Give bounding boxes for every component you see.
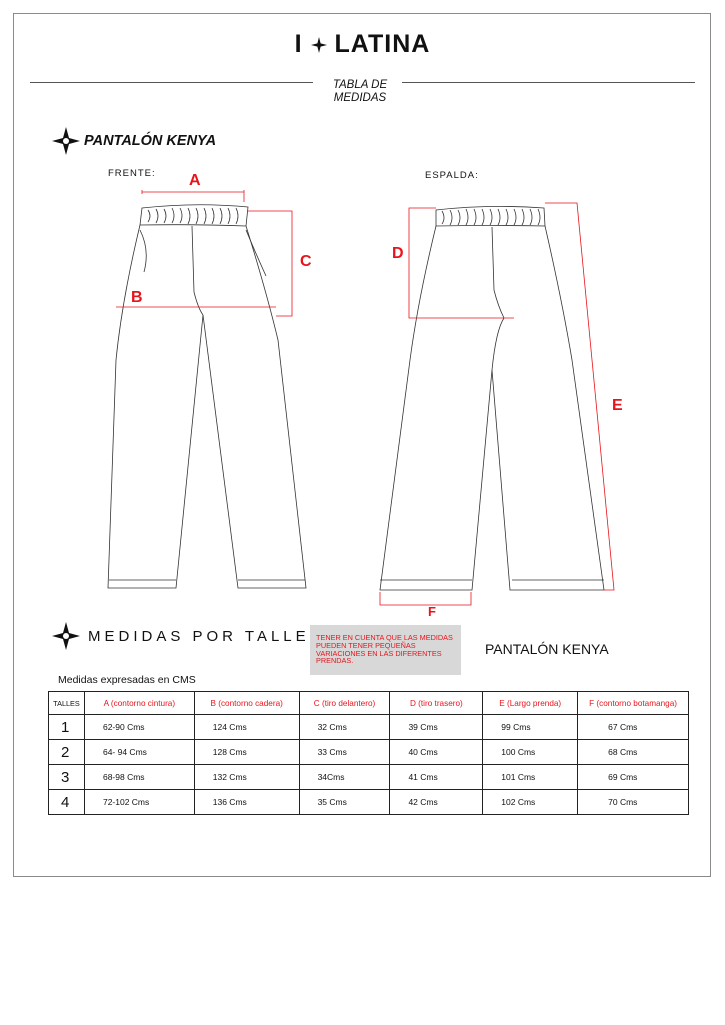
table-cell: 40 Cms [390, 740, 483, 765]
units-caption: Medidas expresadas en CMS [58, 674, 196, 686]
measurement-lines [116, 190, 614, 605]
table-cell: 39 Cms [390, 715, 483, 740]
back-view-drawing [380, 206, 604, 590]
table-cell: 42 Cms [390, 790, 483, 815]
table-cell: 102 Cms [483, 790, 578, 815]
measure-letter-e: E [612, 397, 623, 414]
table-cell: 68 Cms [578, 740, 689, 765]
header-a: A (contorno cintura) [84, 692, 194, 715]
product-name-right: PANTALÓN KENYA [485, 641, 609, 657]
measure-letter-c: C [300, 253, 312, 270]
table-cell: 67 Cms [578, 715, 689, 740]
table-row [49, 790, 689, 815]
table-cell: 62-90 Cms [84, 715, 194, 740]
table-cell: 32 Cms [299, 715, 390, 740]
front-view-drawing [108, 205, 306, 588]
table-cell: 136 Cms [194, 790, 299, 815]
size-number: 1 [49, 715, 85, 740]
header-f: F (contorno botamanga) [578, 692, 689, 715]
table-row [49, 740, 689, 765]
header-b: B (contorno cadera) [194, 692, 299, 715]
subtitle-line-1: TABLA DE [332, 79, 388, 91]
sizes-section-title: MEDIDAS POR TALLE [88, 628, 310, 645]
header-c: C (tiro delantero) [299, 692, 390, 715]
variation-note-box [310, 625, 461, 675]
measure-letter-f: F [428, 604, 436, 619]
table-cell: 68-98 Cms [84, 765, 194, 790]
table-cell: 41 Cms [390, 765, 483, 790]
front-view-label: FRENTE: [108, 168, 156, 179]
header-talles: TALLES [49, 692, 85, 715]
diamond-star-icon [52, 622, 80, 655]
product-title: PANTALÓN KENYA [84, 133, 217, 149]
table-cell: 128 Cms [194, 740, 299, 765]
back-view-label: ESPALDA: [425, 170, 479, 181]
table-cell: 100 Cms [483, 740, 578, 765]
table-cell: 34Cms [299, 765, 390, 790]
brand-right: LATINA [334, 30, 431, 58]
table-cell: 99 Cms [483, 715, 578, 740]
header-e: E (Largo prenda) [483, 692, 578, 715]
measure-letter-b: B [131, 289, 143, 306]
table-row [49, 765, 689, 790]
table-header-row [49, 692, 689, 715]
size-number: 3 [49, 765, 85, 790]
table-cell: 124 Cms [194, 715, 299, 740]
table-cell: 69 Cms [578, 765, 689, 790]
table-cell: 72-102 Cms [84, 790, 194, 815]
size-number: 4 [49, 790, 85, 815]
header-d: D (tiro trasero) [390, 692, 483, 715]
table-cell: 70 Cms [578, 790, 689, 815]
table-cell: 35 Cms [299, 790, 390, 815]
measure-letter-d: D [392, 245, 404, 262]
size-number: 2 [49, 740, 85, 765]
table-cell: 64- 94 Cms [84, 740, 194, 765]
table-cell: 132 Cms [194, 765, 299, 790]
table-cell: 101 Cms [483, 765, 578, 790]
variation-note-text: TENER EN CUENTA QUE LAS MEDIDAS PUEDEN TENER PEQUEÑAS VARIACIONES EN LAS DIFERENTES PRENDAS. [316, 633, 453, 666]
table-cell: 33 Cms [299, 740, 390, 765]
subtitle-line-2: MEDIDAS [333, 92, 387, 104]
size-chart-table [48, 691, 689, 815]
measure-letter-a: A [189, 172, 201, 189]
table-row [49, 715, 689, 740]
brand-left: I [294, 30, 303, 58]
